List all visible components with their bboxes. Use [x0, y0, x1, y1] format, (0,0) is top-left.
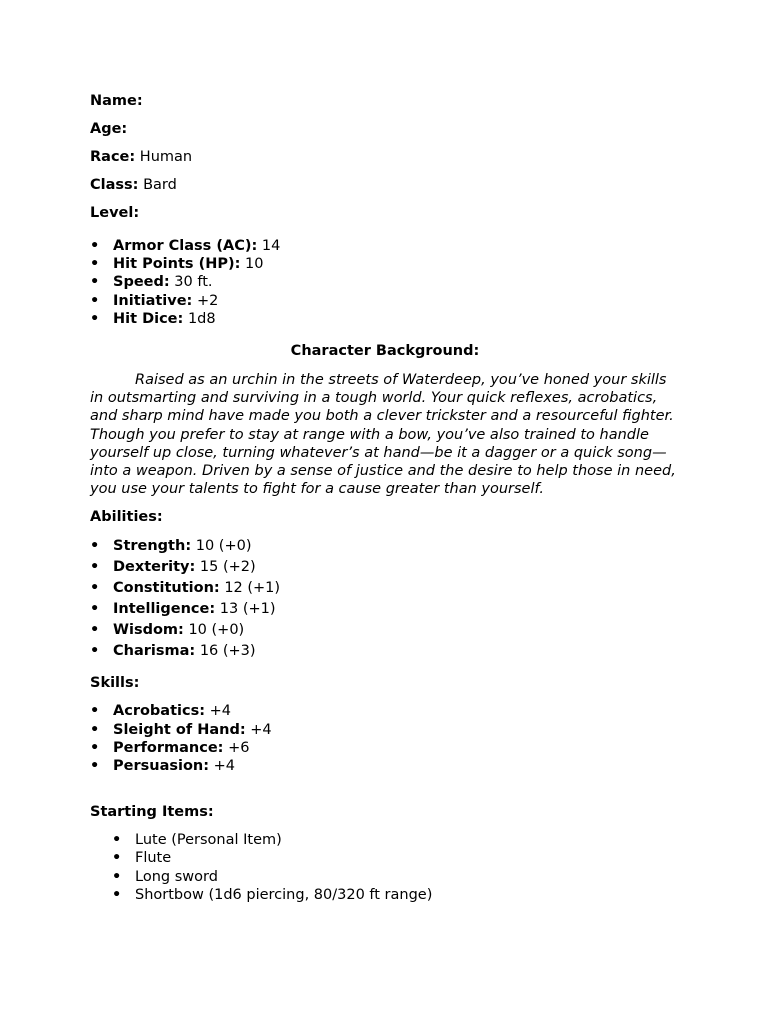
skill-label: Performance: [113, 739, 224, 756]
background-paragraph: Raised as an urchin in the streets of Waterdeep, you’ve honed your skills in outsmarting and surviving in a tough world. Your quick reflexes, acrobatics, and sharp mind have made you both a clever trickster and a resourceful fighter. Though you prefer to stay at range with a bow, you’ve also trained to handle yourself up close, turning whatever’s at hand—be it a dagger or a quick song—into a weapon. Driven by a sense of justice and the desire to help those in need, you use your talents to fight for a cause greater than yourself. [90, 372, 676, 498]
stat-label: Hit Points (HP): [113, 256, 241, 273]
list-item [90, 739, 680, 757]
list-item: • Lute (Personal Item) [112, 831, 680, 849]
stat-label: Speed: [113, 274, 170, 291]
combat-stats-list [90, 237, 680, 328]
field-label: Race: [90, 149, 136, 165]
field-label: Class: [90, 177, 139, 193]
list-item [90, 757, 680, 775]
list-item [90, 237, 680, 255]
field-age [90, 120, 680, 138]
list-item: • Long sword [112, 868, 680, 886]
list-item [90, 702, 680, 720]
field-label: Name: [90, 93, 143, 109]
stat-label: Initiative: [113, 292, 193, 309]
ability-value: 15 (+2) [199, 559, 256, 576]
ability-label: Charisma: [113, 643, 196, 660]
skill-label: Acrobatics: [113, 703, 206, 720]
skill-value: +4 [213, 758, 236, 775]
stat-value: 1d8 [187, 310, 216, 327]
skill-value: +4 [250, 721, 272, 738]
ability-label: Constitution: [113, 580, 220, 597]
ability-value: 13 (+1) [219, 601, 276, 618]
starting-items-list [112, 831, 680, 904]
ability-value: 10 (+0) [188, 622, 245, 639]
list-item [90, 273, 680, 291]
field-label: Age: [90, 121, 128, 137]
abilities-list [90, 536, 680, 662]
stat-value: 10 [245, 256, 264, 273]
field-value: Human [139, 149, 193, 165]
field-race [90, 148, 680, 166]
ability-value: 12 (+1) [224, 580, 281, 597]
ability-value: 10 (+0) [195, 538, 252, 555]
skill-value: +4 [209, 703, 232, 720]
ability-label: Wisdom: [113, 622, 184, 639]
skills-list [90, 702, 680, 775]
list-item [90, 620, 680, 641]
list-item: • Flute [112, 849, 680, 867]
list-item [90, 557, 680, 578]
background-heading: Character Background: [290, 343, 480, 360]
stat-value: 14 [261, 238, 281, 254]
field-class [90, 176, 680, 194]
field-label: Level: [90, 205, 140, 221]
list-item [90, 599, 680, 620]
stat-label: Hit Dice: [113, 310, 184, 327]
list-item [90, 721, 680, 739]
stat-value: 30 ft. [174, 274, 213, 291]
stat-value: +2 [196, 292, 219, 309]
field-name [90, 92, 680, 110]
abilities-heading: Abilities: [90, 509, 163, 526]
skill-label: Sleight of Hand: [113, 721, 246, 738]
list-item [90, 578, 680, 599]
ability-label: Dexterity: [113, 559, 196, 576]
list-item [90, 310, 680, 328]
list-item [90, 536, 680, 557]
list-item [90, 641, 680, 662]
list-item: • Shortbow (1d6 piercing, 80/320 ft range) [112, 886, 680, 904]
list-item [90, 292, 680, 310]
ability-label: Intelligence: [113, 601, 216, 618]
field-value: Bard [143, 177, 177, 193]
skills-heading: Skills: [90, 675, 140, 692]
skill-value: +6 [228, 739, 250, 756]
ability-value: 16 (+3) [199, 643, 256, 660]
ability-label: Strength: [113, 538, 192, 555]
list-item [90, 255, 680, 273]
starting-items-heading: Starting Items: [90, 804, 214, 821]
skill-label: Persuasion: [113, 758, 210, 775]
character-sheet [90, 92, 680, 904]
stat-label: Armor Class (AC): [113, 238, 258, 254]
field-level [90, 204, 680, 222]
